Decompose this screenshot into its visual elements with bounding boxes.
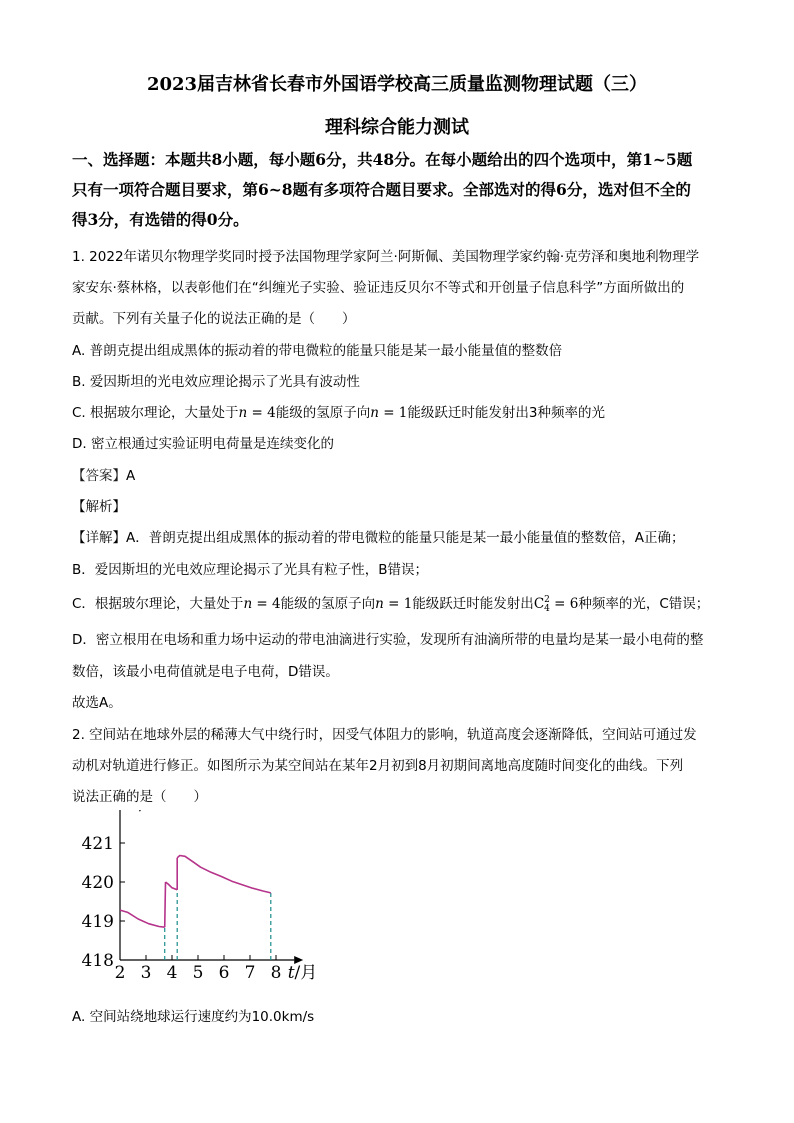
y-tick-label: 420 [81,873,114,893]
section-line-1: 一、选择题：本题共8小题，每小题6分，共48分。在每小题给出的四个选项中，第1~5题 [72,150,693,169]
math-value: = 6 [549,596,579,612]
y-tick-label: 419 [81,912,114,932]
text: 种频率的光，C错误； [578,596,710,612]
x-tick-label: 5 [192,963,204,983]
q1-option-a: A. 普朗克提出组成黑体的振动着的带电微粒的能量只能是某一最小能量值的整数倍 [72,343,563,359]
q1-detail-c [72,592,709,614]
q1-option-d: D. 密立根通过实验证明电荷量是连续变化的 [72,436,334,452]
q1-stem-line-3: 贡献。下列有关量子化的说法正确的是（ ） [72,311,356,327]
combination-symbol [534,596,550,612]
page-title: 2023届吉林省长春市外国语学校高三质量监测物理试题（三） [146,74,648,95]
text: 能级的氢原子向 [275,405,371,421]
q1-analysis-tag: 【解析】 [72,499,126,515]
text: C．根据玻尔理论，大量处于 [72,596,244,612]
altitude-chart [80,810,320,995]
q1-stem-line-1: 1. 2022年诺贝尔物理学奖同时授予法国物理学家阿兰·阿斯佩、美国物理学家约翰·克劳泽和奥地利物理学 [72,249,700,265]
math-n: n [238,405,248,421]
x-tick-label: 4 [166,963,178,983]
q1-detail-d-line-1: D．密立根用在电场和重力场中运动的带电油滴进行实验，发现所有油滴所带的电量均是某一最小电荷的整 [72,632,704,648]
q2-stem-line-2: 动机对轨道进行修正。如图所示为某空间站在某年2月初到8月初期间离地高度随时间变化的曲线。下列 [72,758,684,774]
x-tick-label: 3 [140,963,152,983]
x-tick-label: 2 [114,963,126,983]
chart-layer [82,810,318,983]
text: 能级的氢原子向 [280,596,376,612]
q1-detail-a: 【详解】A．普朗克提出组成黑体的振动着的带电微粒的能量只能是某一最小能量值的整数倍，A正确； [72,530,685,546]
math-n: n [243,596,253,612]
x-tick-label: 7 [244,963,256,983]
math-value: = 1 [383,596,413,612]
comb-sub: 4 [544,603,550,614]
q2-stem-line-3: 说法正确的是（ ） [72,789,207,805]
section-instructions [72,145,722,235]
math-value: = 4 [247,405,276,421]
x-tick-label: 6 [218,963,230,983]
q1-conclusion: 故选A。 [72,695,122,711]
x-tick-label: 8 [270,963,282,983]
q1-detail-d-line-2: 数倍，该最小电荷值就是电子电荷，D错误。 [72,664,339,680]
y-tick-label: 421 [81,834,114,854]
altitude-chart-svg [80,810,320,995]
text: 能级跃迁时能发射出 [412,596,534,612]
q1-option-b: B. 爱因斯坦的光电效应理论揭示了光具有波动性 [72,374,360,390]
q2-option-a: A. 空间站绕地球运行速度约为10.0km/s [72,1009,315,1025]
altitude-boost-jump [165,882,166,927]
page-subtitle: 理科综合能力测试 [325,117,469,138]
answer-tag: 【答案】 [72,468,126,484]
q1-stem-line-2: 家安东·蔡林格，以表彰他们在“纠缠光子实验、验证违反贝尔不等式和开创量子信息科学”方面所做出的 [72,280,685,296]
section-line-3: 得3分，有选错的得0分。 [72,210,249,229]
x-axis-label: t/月 [287,963,318,983]
q2-stem-line-1: 2. 空间站在地球外层的稀薄大气中绕行时，因受气体阻力的影响，轨道高度会逐渐降低，空间站可通过发 [72,727,697,743]
math-n: n [370,405,379,421]
q1-answer [72,464,135,484]
text: C. 根据玻尔理论，大量处于 [72,405,239,421]
y-axis-label [128,810,171,815]
math-value: = 4 [252,596,281,612]
math-value: = 1 [378,405,408,421]
altitude-curve-segment [120,910,165,927]
section-line-2: 只有一项符合题目要求，第6~8题有多项符合题目要求。全部选对的得6分，选对但不全的 [72,180,691,199]
answer-value: A [126,468,136,484]
math-n: n [375,596,384,612]
q1-option-c [72,401,605,421]
y-tick-label: 418 [81,951,114,971]
altitude-curve-segment [177,856,271,893]
q1-detail-b: B．爱因斯坦的光电效应理论揭示了光具有粒子性，B错误； [72,562,429,578]
altitude-curve-segment [166,882,178,890]
comb-sup: 2 [544,594,550,605]
text: 能级跃迁时能发射出3种频率的光 [407,405,605,421]
comb-c: C [533,596,545,612]
